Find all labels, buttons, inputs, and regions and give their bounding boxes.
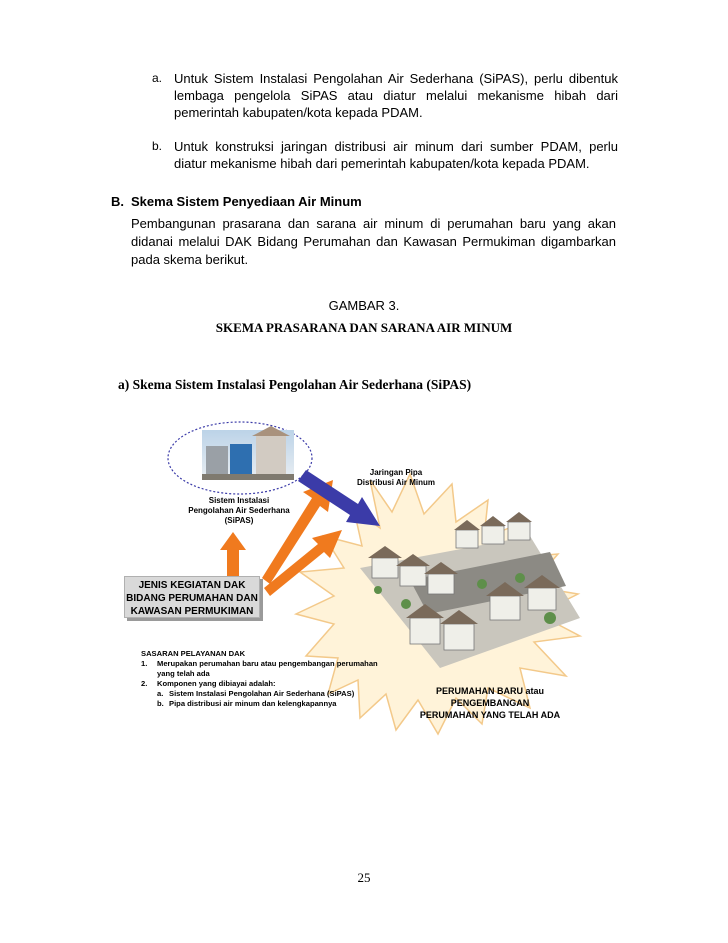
perumahan-label: PERUMAHAN BARU atau PENGEMBANGAN PERUMAHAN YANG TELAH ADA [419,686,561,720]
pipe-label: Jaringan Pipa Distribusi Air Minum [357,468,435,487]
figure-title: SKEMA PRASARANA DAN SARANA AIR MINUM [215,320,513,335]
section-marker: B. [111,194,124,209]
list-text: Untuk Sistem Instalasi Pengolahan Air Sederhana (SiPAS), perlu dibentuk lembaga pengelola SiPAS atau diatur melalui mekanisme hibah dari pemerintah kabupaten/kota kepada PDAM. [174,71,618,120]
page-number: 25 [357,870,371,885]
list-item-b [152,138,618,172]
section-b-heading [111,194,362,209]
sasaran-subitem: a. Sistem Instalasi Pengolahan Air Sederhana (SiPAS) [157,689,355,698]
list-item-a [152,70,618,121]
section-title: Skema Sistem Penyediaan Air Minum [131,194,362,209]
figure-label: GAMBAR 3. [328,298,400,313]
subheading: a) Skema Sistem Instalasi Pengolahan Air Sederhana (SiPAS) [118,377,472,392]
sipas-diagram [110,418,630,748]
list-marker: a. [152,71,163,85]
sasaran-item: 1. Merupakan perumahan baru atau pengembangan perumahan yang telah ada [141,659,378,678]
jenis-kegiatan-box: JENIS KEGIATAN DAK BIDANG PERUMAHAN DAN KAWASAN PERMUKIMAN [124,576,260,618]
sasaran-title: SASARAN PELAYANAN DAK [141,649,246,658]
sasaran-pelayanan [141,649,381,709]
list-text: Untuk konstruksi jaringan distribusi air minum dari sumber PDAM, perlu diatur mekanisme hibah dari pemerintah kabupaten/kota kepada PDAM. [174,139,618,171]
section-b-paragraph: Pembangunan prasarana dan sarana air minum di perumahan baru yang akan didanai melalui DAK Bidang Perumahan dan Kawasan Permukiman digambarkan pada skema berikut. [131,216,616,267]
sipas-photo [168,422,312,494]
sasaran-subitem: b. Pipa distribusi air minum dan kelengkapannya [157,699,337,708]
list-marker: b. [152,139,163,153]
sasaran-item: 2. Komponen yang dibiayai adalah: [141,679,276,688]
sipas-label: Sistem Instalasi Pengolahan Air Sederhana (SiPAS) [188,496,290,525]
